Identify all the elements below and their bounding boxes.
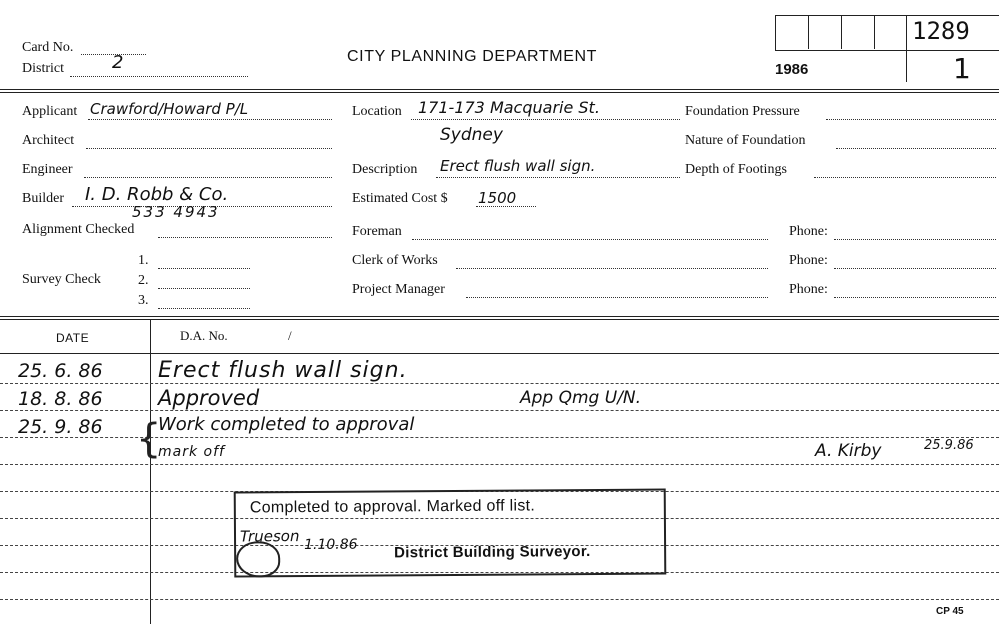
location-label: Location bbox=[352, 104, 402, 119]
header-divider bbox=[0, 92, 999, 93]
location-value-1: 171-173 Macquarie St. bbox=[418, 98, 600, 117]
log-signature: A. Kirby bbox=[815, 441, 882, 461]
stamp-circle bbox=[236, 541, 280, 577]
log-date: 18. 8. 86 bbox=[18, 388, 103, 410]
log-rule bbox=[0, 383, 999, 384]
grid-divider bbox=[808, 15, 809, 49]
brace: { bbox=[136, 416, 162, 462]
builder-value: I. D. Robb & Co. bbox=[85, 184, 229, 205]
project-manager-line bbox=[466, 297, 768, 298]
project-manager-label: Project Manager bbox=[352, 282, 445, 297]
header-divider bbox=[0, 89, 999, 90]
date-header: DATE bbox=[56, 331, 90, 345]
survey-2-line bbox=[158, 288, 250, 289]
builder-phone: 533 4943 bbox=[132, 203, 220, 221]
architect-label: Architect bbox=[22, 133, 75, 148]
stamp-date: 1.10.86 bbox=[304, 536, 358, 554]
log-divider bbox=[0, 316, 999, 317]
engineer-label: Engineer bbox=[22, 162, 73, 177]
phone-label: Phone: bbox=[789, 282, 828, 297]
foreman-label: Foreman bbox=[352, 224, 402, 239]
description-value: Erect flush wall sign. bbox=[440, 157, 596, 175]
stamp-role: District Building Surveyor. bbox=[394, 543, 591, 562]
log-entry-text: mark off bbox=[158, 444, 225, 460]
foundation-pressure-label: Foundation Pressure bbox=[685, 104, 800, 119]
log-date: 25. 6. 86 bbox=[18, 360, 103, 382]
description-label: Description bbox=[352, 162, 418, 177]
log-entry-note: App Qmg U/N. bbox=[520, 388, 642, 408]
engineer-line bbox=[84, 177, 332, 178]
grid-divider bbox=[906, 15, 907, 49]
phone-line bbox=[834, 268, 996, 269]
stamp-signature: Trueson bbox=[239, 527, 300, 546]
applicant-value: Crawford/Howard P/L bbox=[90, 100, 249, 118]
card-no-label: Card No. bbox=[22, 40, 74, 55]
location-value-2: Sydney bbox=[440, 125, 503, 145]
log-signature-date: 25.9.86 bbox=[924, 438, 974, 453]
phone-line bbox=[834, 297, 996, 298]
log-entry-text: Erect flush wall sign. bbox=[158, 358, 408, 383]
location-line bbox=[411, 119, 680, 120]
log-entry-text: Work completed to approval bbox=[158, 414, 415, 435]
survey-3-line bbox=[158, 308, 250, 309]
survey-3-label: 3. bbox=[138, 293, 149, 308]
stamp-text: Completed to approval. Marked off list. bbox=[249, 497, 536, 517]
log-entry-text: Approved bbox=[158, 386, 260, 410]
card-number: 1289 bbox=[912, 17, 970, 45]
log-date: 25. 9. 86 bbox=[18, 416, 103, 438]
survey-1-line bbox=[158, 268, 250, 269]
department-title: CITY PLANNING DEPARTMENT bbox=[347, 48, 597, 65]
grid-divider bbox=[906, 49, 907, 82]
log-rule bbox=[0, 353, 999, 354]
log-rule bbox=[0, 464, 999, 465]
cost-label: Estimated Cost $ bbox=[352, 191, 448, 206]
grid-divider bbox=[841, 15, 842, 49]
survey-check-label: Survey Check bbox=[22, 272, 101, 287]
log-rule bbox=[0, 599, 999, 600]
footings-label: Depth of Footings bbox=[685, 162, 787, 177]
foreman-line bbox=[412, 239, 768, 240]
architect-line bbox=[86, 148, 332, 149]
year: 1986 bbox=[775, 61, 809, 78]
phone-label: Phone: bbox=[789, 253, 828, 268]
district-line bbox=[70, 76, 248, 77]
cost-value: 1500 bbox=[478, 189, 517, 207]
da-header: D.A. No. bbox=[180, 328, 228, 343]
alignment-label: Alignment Checked bbox=[22, 222, 135, 237]
foundation-pressure-line bbox=[826, 119, 996, 120]
foundation-nature-label: Nature of Foundation bbox=[685, 133, 806, 148]
da-slash: / bbox=[288, 328, 292, 343]
clerk-line bbox=[456, 268, 768, 269]
applicant-label: Applicant bbox=[22, 104, 78, 119]
approval-stamp bbox=[234, 488, 667, 577]
footings-line bbox=[814, 177, 996, 178]
applicant-line bbox=[88, 119, 332, 120]
district-value: 2 bbox=[112, 52, 124, 73]
log-rule bbox=[0, 410, 999, 411]
description-line bbox=[436, 177, 680, 178]
column-divider bbox=[150, 320, 151, 624]
phone-line bbox=[834, 239, 996, 240]
district-label: District bbox=[22, 61, 64, 76]
phone-label: Phone: bbox=[789, 224, 828, 239]
alignment-line bbox=[158, 237, 332, 238]
survey-2-label: 2. bbox=[138, 273, 149, 288]
survey-1-label: 1. bbox=[138, 253, 149, 268]
grid-divider bbox=[874, 15, 875, 49]
clerk-label: Clerk of Works bbox=[352, 253, 438, 268]
foundation-nature-line bbox=[836, 148, 996, 149]
form-code: CP 45 bbox=[936, 606, 964, 617]
sheet-number: 1 bbox=[953, 52, 971, 85]
builder-label: Builder bbox=[22, 191, 64, 206]
